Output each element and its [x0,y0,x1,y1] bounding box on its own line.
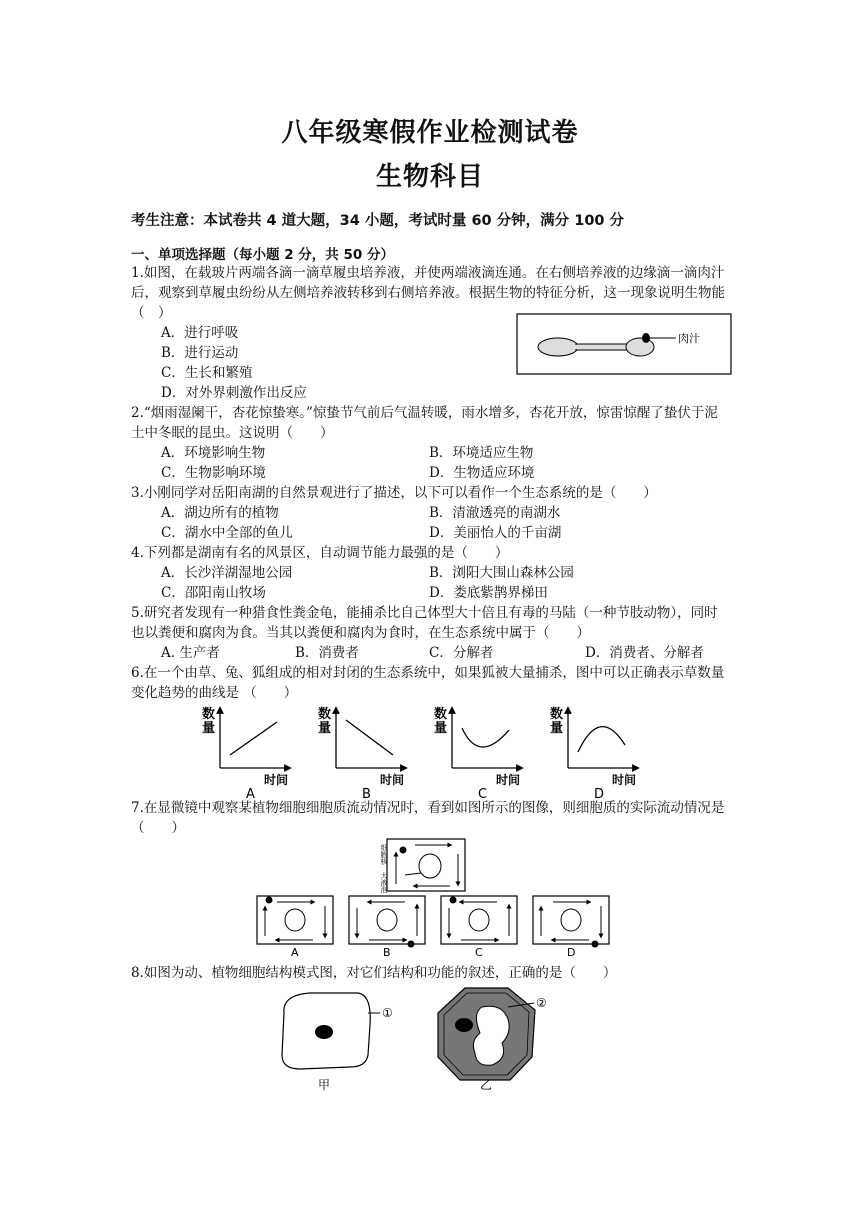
question-5-stem: 5.研究者发现有一种猎食性粪金龟，能捕杀比自己体型大十倍且有毒的马陆（一种节肢动物），同时也以粪便和腐肉为食。当其以粪便和腐肉为食时，在生态系统中属于（ ） [131,605,718,641]
q2-option-d: D．生物适应环境 [429,465,535,481]
x-axis-label: 时间 [496,773,521,787]
y-axis-label-char: 数 [550,707,564,722]
q2-option-b: B．环境适应生物 [429,445,534,461]
curve-a [230,722,277,755]
label-one: ① [382,1006,393,1020]
graph-d [550,706,636,800]
question-2-stem: 2.“烟雨湿阑干，杏花惊蛰寒。”惊蛰节气前后气温转暖，雨水增多，杏花开放，惊雷惊醒了蛰伏于泥土中冬眠的昆虫。这说明（ ） [131,405,718,441]
nucleus-label: 细胞核 [380,844,388,865]
y-axis-label-char: 数 [434,707,448,722]
curve-c [462,728,509,747]
cell-letter: A [291,946,299,959]
q1-option-d: D．对外界刺激作出反应 [161,385,307,401]
meat-juice-label: 肉汁 [678,332,700,345]
cell-letter: C [475,946,483,959]
q5-option-d: D．消费者、分解者 [585,645,704,661]
q5-option-c: C．分解者 [429,645,494,661]
exam-notice: 考生注意：本试卷共 4 道大题，34 小题，考试时量 60 分钟，满分 100 分 [131,213,625,229]
q4-option-c: C．邵阳南山牧场 [161,585,266,601]
q2-option-c: C．生物影响环境 [161,465,266,481]
question-4-stem: 4.下列都是湖南有名的风景区，自动调节能力最强的是（ ） [131,545,509,561]
question-7-stem: 7.在显微镜中观察某植物细胞细胞质流动情况时，看到如图所示的图像，则细胞质的实际流动情况是（ ） [131,800,725,836]
question-6-stem: 6.在一个由草、兔、狐组成的相对封闭的生态系统中，如果狐被大量捕杀，图中可以正确表示草数量变化趋势的曲线是 （ ） [131,665,725,701]
q5-option-b: B．消费者 [295,645,359,661]
q2-option-a: A．环境影响生物 [161,445,266,461]
q3-option-c: C．湖水中全部的鱼儿 [161,525,293,541]
section-heading: 一、单项选择题（每小题 2 分，共 50 分） [131,247,394,263]
question-8-stem: 8.如图为动、植物细胞结构模式图，对它们结构和功能的叙述，正确的是（ ） [131,965,617,981]
graph-letter: A [246,787,255,800]
reference-cell [380,839,466,894]
question-3-stem: 3.小刚同学对岳阳南湖的自然景观进行了描述，以下可以看作一个生态系统的是（ ） [131,485,657,501]
q8-cell-figure [270,985,570,1095]
label-yi: 乙 [480,1078,493,1092]
q3-option-a: A．湖边所有的植物 [161,505,279,521]
cell-option-d [533,896,609,959]
q3-option-b: B．清澈透亮的南湖水 [429,505,561,521]
q3-option-d: D．美丽怡人的千亩湖 [429,525,562,541]
question-1-stem: 1.如图，在载玻片两端各滴一滴草履虫培养液，并使两端液滴连通。在右侧培养液的边缘滴一滴肉汁后，观察到草履虫纷纷从左侧培养液转移到右侧培养液。根据生物的特征分析，这一现象说明生物能（ ） [131,265,725,321]
cell-letter: D [567,946,576,959]
graph-letter: B [362,787,371,800]
q5-option-a: A. 生产者 [161,645,220,661]
cell-option-a [257,896,333,959]
q4-option-a: A．长沙洋湖湿地公园 [161,565,293,581]
vacuole-label: 大液泡 [380,872,388,893]
cell-letter: B [383,946,391,959]
label-two: ② [536,996,547,1010]
x-axis-label: 时间 [380,773,405,787]
q4-option-d: D．娄底紫鹊界梯田 [429,585,548,601]
exam-title: 八年级寒假作业检测试卷 [281,118,579,148]
graph-c [434,706,520,800]
x-axis-label: 时间 [612,773,637,787]
graph-letter: C [478,787,488,800]
x-axis-label: 时间 [264,773,289,787]
graph-letter: D [594,787,605,800]
q4-option-b: B．浏阳大围山森林公园 [429,565,574,581]
q1-option-a: A．进行呼吸 [161,325,239,341]
y-axis-label-char: 量 [318,721,332,736]
y-axis-label-char: 量 [202,721,216,736]
y-axis-label-char: 数 [202,707,216,722]
exam-subject: 生物科目 [375,162,484,192]
slide-figure [516,313,732,375]
y-axis-label-char: 量 [434,721,448,736]
graph-a [202,706,288,800]
q7-cell-figure [255,832,615,960]
q1-option-c: C．生长和繁殖 [161,365,253,381]
cell-option-b [349,896,425,959]
curve-b [346,720,393,755]
curve-d [578,727,625,752]
y-axis-label-char: 数 [318,707,332,722]
cell-option-c [441,896,517,959]
graph-b [318,706,404,800]
y-axis-label-char: 量 [550,721,564,736]
q6-graphs [190,700,660,800]
label-jia: 甲 [318,1078,331,1092]
q1-option-b: B．进行运动 [161,345,239,361]
